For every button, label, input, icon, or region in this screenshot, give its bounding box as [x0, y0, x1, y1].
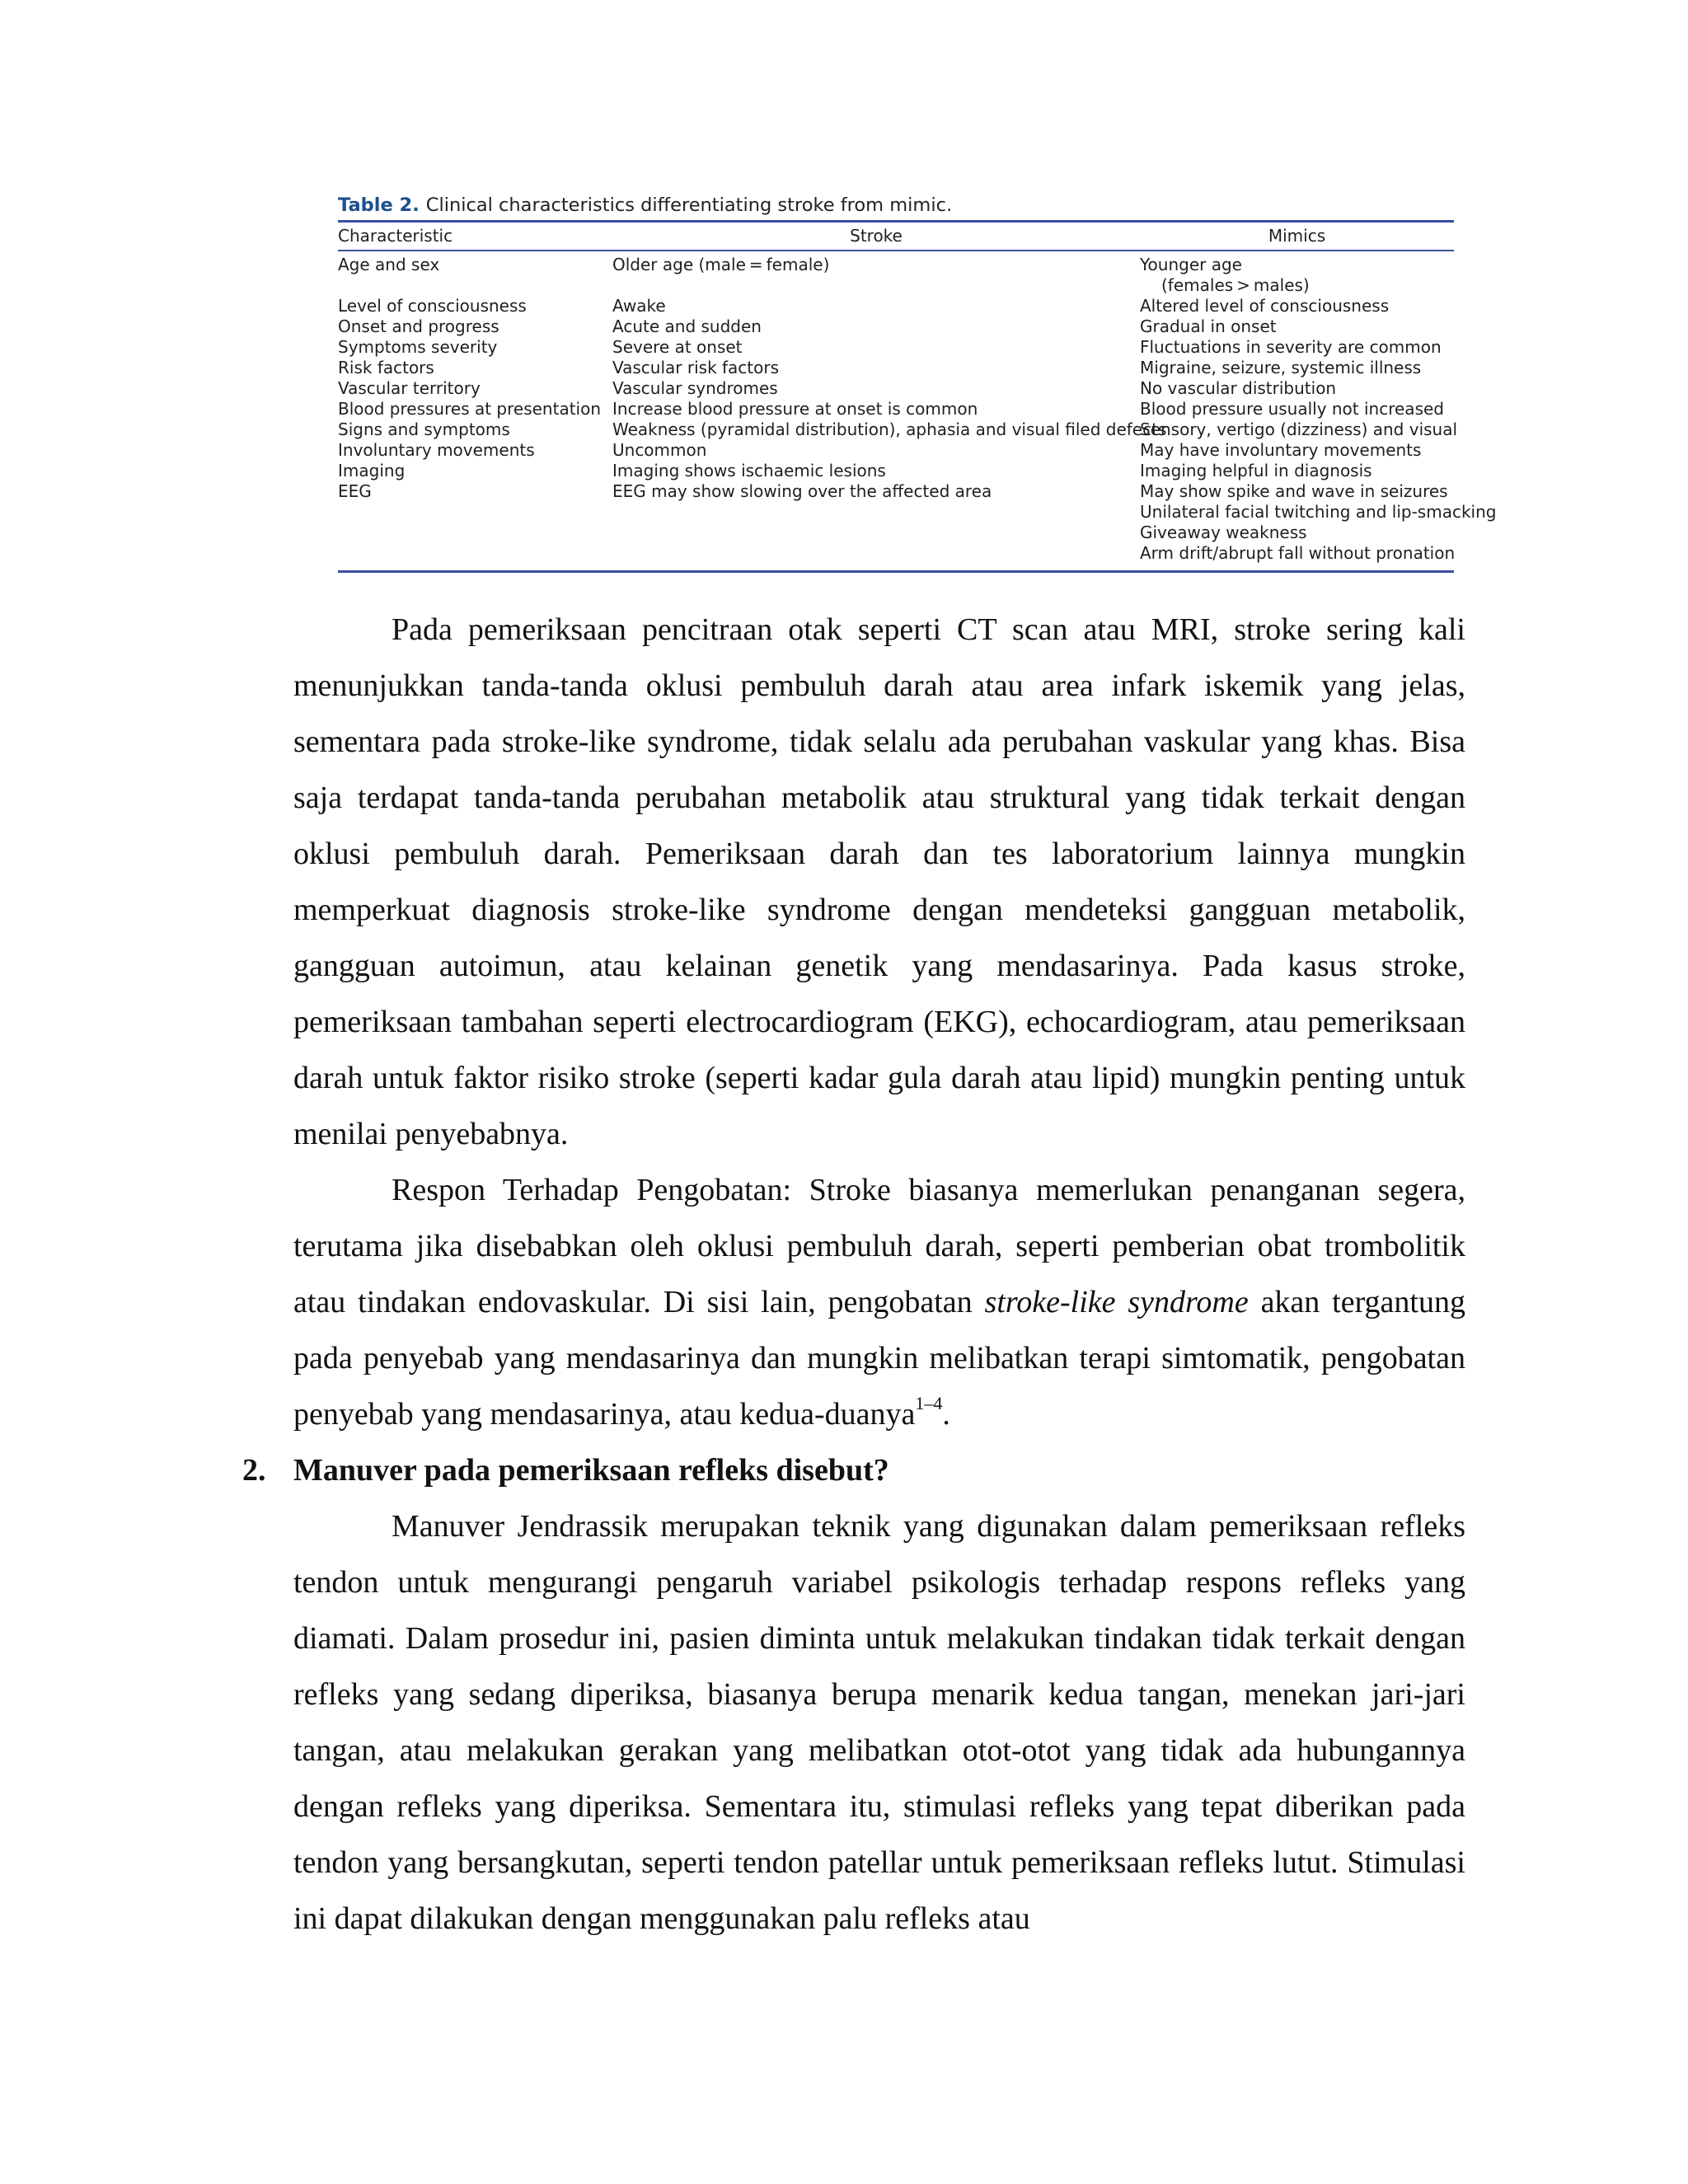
paragraph-treatment-response	[293, 1162, 1465, 1442]
table-caption-label: Table 2.	[338, 194, 420, 216]
table-cell: Imaging shows ischaemic lesions	[612, 461, 886, 480]
table-cell: Altered level of consciousness	[1140, 296, 1390, 316]
table-cell: Imaging	[338, 461, 406, 480]
table-bottom-rule	[338, 570, 1454, 573]
table-cell: Risk factors	[338, 358, 434, 377]
table-body	[338, 251, 1497, 570]
table-cell: (females > males)	[1161, 275, 1310, 295]
table-cell: Vascular territory	[338, 378, 481, 398]
table-cell: Younger age	[1140, 255, 1242, 274]
table-cell: No vascular distribution	[1140, 378, 1337, 398]
table-cell: EEG may show slowing over the affected area	[612, 481, 992, 501]
table-caption-text: Clinical characteristics differentiating stroke from mimic.	[425, 194, 953, 216]
table-cell: Weakness (pyramidal distribution), aphasia and visual filed defects	[612, 419, 1167, 439]
table-cell	[338, 275, 612, 296]
citation-superscript: 1–4	[915, 1393, 943, 1414]
header-stroke: Stroke	[850, 226, 903, 246]
question-number: 2.	[242, 1453, 266, 1488]
table-cell: Uncommon	[612, 440, 707, 460]
table-cell: Vascular syndromes	[612, 378, 778, 398]
table-cell: Severe at onset	[612, 337, 743, 357]
table-caption	[338, 193, 1454, 218]
table-cell: Blood pressure usually not increased	[1140, 399, 1444, 419]
table-cell	[338, 502, 612, 523]
table-cell: Symptoms severity	[338, 337, 498, 357]
table-cell: May have involuntary movements	[1140, 440, 1422, 460]
table-cell: Signs and symptoms	[338, 419, 510, 439]
table-cell	[612, 543, 1140, 564]
header-characteristic: Characteristic	[338, 226, 453, 246]
paragraph-jendrassik: Manuver Jendrassik merupakan teknik yang digunakan dalam pemeriksaan refleks tendon untuk mengurangi pengaruh variabel psikologis terhadap respons refleks yang diamati. Dalam prosedur ini, pasien diminta untuk melakukan tindakan tidak terkait dengan refleks yang sedang diperiksa, biasanya berupa menarik kedua tangan, menekan jari-jari tangan, atau melakukan gerakan yang melibatkan otot-otot yang tidak ada hubungannya dengan refleks yang diperiksa. Sementara itu, stimulasi refleks yang tepat diberikan pada tendon yang bersangkutan, seperti tendon patellar untuk pemeriksaan refleks lutut. Stimulasi ini dapat dilakukan dengan menggunakan palu refleks atau	[293, 1509, 1465, 1936]
table-cell: Vascular risk factors	[612, 358, 780, 377]
table-cell: Age and sex	[338, 255, 440, 274]
table-cell: Acute and sudden	[612, 316, 762, 336]
paragraph-text: Respon Terhadap Pengobatan: Stroke biasanya memerlukan penanganan segera, terutama jika disebabkan oleh oklusi pembuluh darah, seperti pemberian obat trombolitik atau tindakan endovaskular. Di sisi lain, pengobatan	[293, 1173, 1465, 1319]
table-cell: Involuntary movements	[338, 440, 535, 460]
table-cell: EEG	[338, 481, 372, 501]
clinical-characteristics-table	[338, 193, 1497, 573]
table-cell: Awake	[612, 296, 666, 316]
paragraph-imaging: Pada pemeriksaan pencitraan otak seperti CT scan atau MRI, stroke sering kali menunjukkan tanda-tanda oklusi pembuluh darah atau area infark iskemik yang jelas, sementara pada stroke-like syndrome, tidak selalu ada perubahan vaskular yang khas. Bisa saja terdapat tanda-tanda perubahan metabolik atau struktural yang tidak terkait dengan oklusi pembuluh darah. Pemeriksaan darah dan tes laboratorium lainnya mungkin memperkuat diagnosis stroke-like syndrome dengan mendeteksi gangguan metabolik, gangguan autoimun, atau kelainan genetik yang mendasarinya. Pada kasus stroke, pemeriksaan tambahan seperti electrocardiogram (EKG), echocardiogram, atau pemeriksaan darah untuk faktor risiko stroke (seperti kadar gula darah atau lipid) mungkin penting untuk menilai penyebabnya.	[293, 612, 1465, 1151]
table-cell: Increase blood pressure at onset is common	[612, 399, 978, 419]
table-cell: Older age (male = female)	[612, 255, 830, 274]
header-mimics: Mimics	[1268, 226, 1326, 246]
table-cell: Unilateral facial twitching and lip-smacking	[1140, 502, 1497, 522]
table-cell	[612, 502, 1140, 523]
table-cell	[338, 523, 612, 543]
question-heading	[242, 1442, 1465, 1498]
table-cell: Migraine, seizure, systemic illness	[1140, 358, 1422, 377]
table-cell: Giveaway weakness	[1140, 523, 1307, 542]
paragraph-end: .	[942, 1397, 950, 1432]
table-header-row	[338, 223, 1454, 250]
table-cell: Imaging helpful in diagnosis	[1140, 461, 1372, 480]
table-cell: Blood pressures at presentation	[338, 399, 602, 419]
table-cell	[338, 543, 612, 564]
table-cell: Arm drift/abrupt fall without pronation	[1140, 543, 1456, 563]
table-cell: Sensory, vertigo (dizziness) and visual	[1140, 419, 1458, 439]
table-cell: Level of consciousness	[338, 296, 527, 316]
table-cell: May show spike and wave in seizures	[1140, 481, 1448, 501]
question-text: Manuver pada pemeriksaan refleks disebut?	[293, 1453, 889, 1488]
table-cell	[612, 523, 1140, 543]
table-cell	[612, 275, 1140, 296]
paragraph-text: akan tergantung pada penyebab yang mendasarinya dan mungkin melibatkan terapi simtomatik, pengobatan penyebab yang mendasarinya, atau kedua-duanya	[293, 1285, 1465, 1432]
document-body	[242, 602, 1465, 1947]
table-cell: Gradual in onset	[1140, 316, 1277, 336]
table-cell: Fluctuations in severity are common	[1140, 337, 1442, 357]
table-cell: Onset and progress	[338, 316, 499, 336]
italic-term: stroke-like syndrome	[984, 1285, 1249, 1319]
